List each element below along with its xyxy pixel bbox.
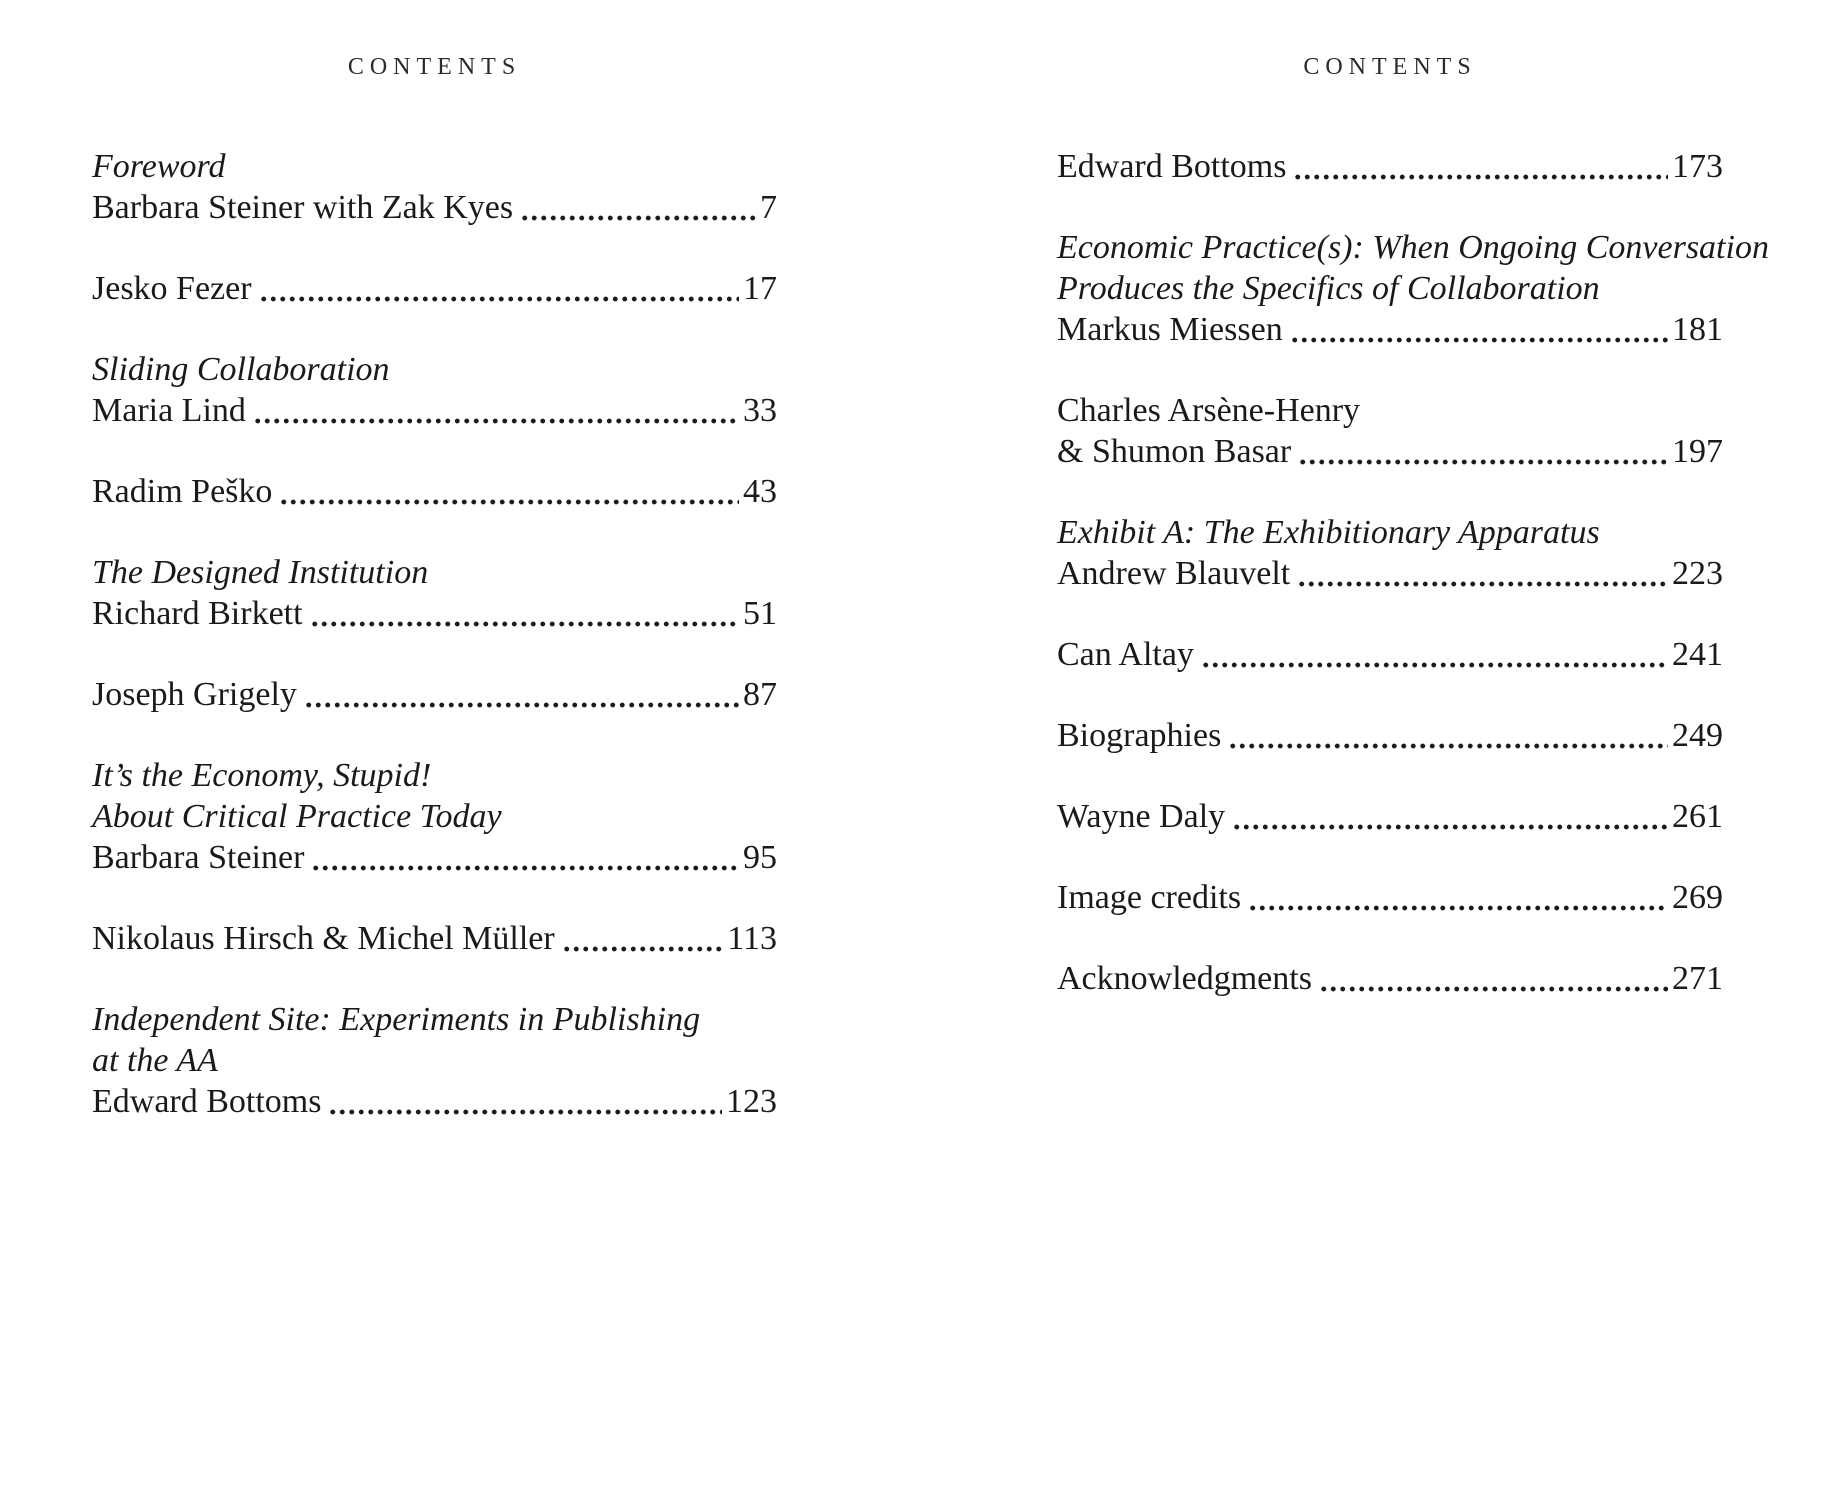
- page-number: 113: [727, 920, 777, 957]
- toc-entry-name: Acknowledgments: [1057, 960, 1312, 997]
- page-number: 87: [743, 676, 777, 713]
- toc-entries: [1057, 146, 1769, 1039]
- toc-entry-name: Andrew Blauvelt: [1057, 555, 1291, 592]
- page-number: 173: [1672, 148, 1723, 185]
- toc-entry-name: Wayne Daly: [1057, 798, 1226, 835]
- dot-leader: [562, 918, 724, 959]
- toc-entry-name: & Shumon Basar: [1057, 433, 1292, 470]
- toc-entry-name: Markus Miessen: [1057, 311, 1283, 348]
- toc-leader-line: [92, 837, 777, 878]
- dot-leader: [328, 1081, 722, 1122]
- toc-leader-line: [1057, 958, 1723, 999]
- toc-leader-line: [1057, 877, 1723, 918]
- toc-entry-title: Economic Practice(s): When Ongoing Conversation: [1057, 229, 1769, 266]
- dot-leader: [1293, 146, 1668, 187]
- page-number: 43: [743, 473, 777, 510]
- toc-leader-line: [92, 390, 777, 431]
- dot-leader: [279, 471, 739, 512]
- dot-leader: [1201, 634, 1668, 675]
- toc-entry-title: Produces the Specifics of Collaboration: [1057, 270, 1600, 307]
- dot-leader: [253, 390, 739, 431]
- dot-leader: [1319, 958, 1668, 999]
- dot-leader: [310, 593, 739, 634]
- toc-entry-name: Jesko Fezer: [92, 270, 252, 307]
- toc-leader-line: [1057, 309, 1723, 350]
- dot-leader: [1297, 553, 1668, 594]
- page-number: 7: [760, 189, 777, 226]
- page-number: 269: [1672, 879, 1723, 916]
- page-number: 17: [743, 270, 777, 307]
- toc-entry-name: Richard Birkett: [92, 595, 303, 632]
- toc-leader-line: [1057, 146, 1723, 187]
- toc-leader-line: [92, 471, 777, 512]
- toc-entry-name: Biographies: [1057, 717, 1222, 754]
- toc-entries: [92, 146, 777, 1162]
- toc-leader-line: [92, 918, 777, 959]
- dot-leader: [520, 187, 756, 228]
- toc-leader-line: [1057, 431, 1723, 472]
- toc-entry: [1057, 715, 1723, 756]
- book-page-right: [1057, 0, 1769, 1500]
- toc-entry-name: Charles Arsène-Henry: [1057, 392, 1361, 429]
- toc-entry: [92, 349, 777, 431]
- dot-leader: [1232, 796, 1668, 837]
- toc-entry: [1057, 512, 1723, 594]
- toc-leader-line: [92, 674, 777, 715]
- toc-entry: [1057, 146, 1723, 187]
- dot-leader: [1228, 715, 1668, 756]
- toc-entry-title: Sliding Collaboration: [92, 351, 390, 388]
- toc-entry-name: Radim Peško: [92, 473, 273, 510]
- toc-entry-name: Nikolaus Hirsch & Michel Müller: [92, 920, 555, 957]
- toc-entry-name: Image credits: [1057, 879, 1242, 916]
- toc-entry: [92, 755, 777, 878]
- contents-header: CONTENTS: [1303, 54, 1477, 80]
- toc-leader-line: [92, 593, 777, 634]
- page-number: 197: [1672, 433, 1723, 470]
- dot-leader: [311, 837, 739, 878]
- page-number: 51: [743, 595, 777, 632]
- page-number: 181: [1672, 311, 1723, 348]
- toc-entry-title: The Designed Institution: [92, 554, 429, 591]
- toc-leader-line: [1057, 715, 1723, 756]
- toc-entry: [1057, 877, 1723, 918]
- toc-leader-line: [92, 268, 777, 309]
- toc-entry-title: Foreword: [92, 148, 226, 185]
- toc-entry: [1057, 390, 1723, 472]
- page-number: 249: [1672, 717, 1723, 754]
- toc-entry: [1057, 958, 1723, 999]
- dot-leader: [304, 674, 739, 715]
- toc-entry: [92, 999, 777, 1122]
- toc-entry: [92, 918, 777, 959]
- toc-entry-name: Barbara Steiner: [92, 839, 305, 876]
- toc-entry-title: at the AA: [92, 1042, 218, 1079]
- toc-entry: [92, 268, 777, 309]
- toc-entry-title: It’s the Economy, Stupid!: [92, 757, 432, 794]
- toc-entry-name: Edward Bottoms: [92, 1083, 322, 1120]
- toc-entry-name: Maria Lind: [92, 392, 246, 429]
- dot-leader: [1248, 877, 1668, 918]
- page-number: 223: [1672, 555, 1723, 592]
- toc-entry-name: Barbara Steiner with Zak Kyes: [92, 189, 514, 226]
- book-page-left: [92, 0, 777, 1500]
- toc-leader-line: [92, 1081, 777, 1122]
- toc-entry: [1057, 634, 1723, 675]
- page-number: 241: [1672, 636, 1723, 673]
- dot-leader: [259, 268, 739, 309]
- page-number: 271: [1672, 960, 1723, 997]
- page-number: 123: [726, 1083, 777, 1120]
- toc-leader-line: [1057, 634, 1723, 675]
- toc-leader-line: [1057, 553, 1723, 594]
- toc-entry-title: About Critical Practice Today: [92, 798, 502, 835]
- toc-leader-line: [92, 187, 777, 228]
- toc-entry: [92, 552, 777, 634]
- toc-entry: [92, 146, 777, 228]
- contents-header: CONTENTS: [347, 54, 522, 80]
- toc-entry-name: Joseph Grigely: [92, 676, 297, 713]
- toc-entry-name: Can Altay: [1057, 636, 1194, 673]
- dot-leader: [1298, 431, 1668, 472]
- toc-entry-title: Exhibit A: The Exhibitionary Apparatus: [1057, 514, 1600, 551]
- toc-leader-line: [1057, 796, 1723, 837]
- page-number: 95: [743, 839, 777, 876]
- page-number: 261: [1672, 798, 1723, 835]
- toc-entry-name: Edward Bottoms: [1057, 148, 1287, 185]
- toc-entry: [1057, 796, 1723, 837]
- toc-entry: [92, 471, 777, 512]
- toc-entry: [92, 674, 777, 715]
- dot-leader: [1290, 309, 1668, 350]
- toc-entry: [1057, 227, 1769, 350]
- toc-entry-title: Independent Site: Experiments in Publishing: [92, 1001, 701, 1038]
- page-number: 33: [743, 392, 777, 429]
